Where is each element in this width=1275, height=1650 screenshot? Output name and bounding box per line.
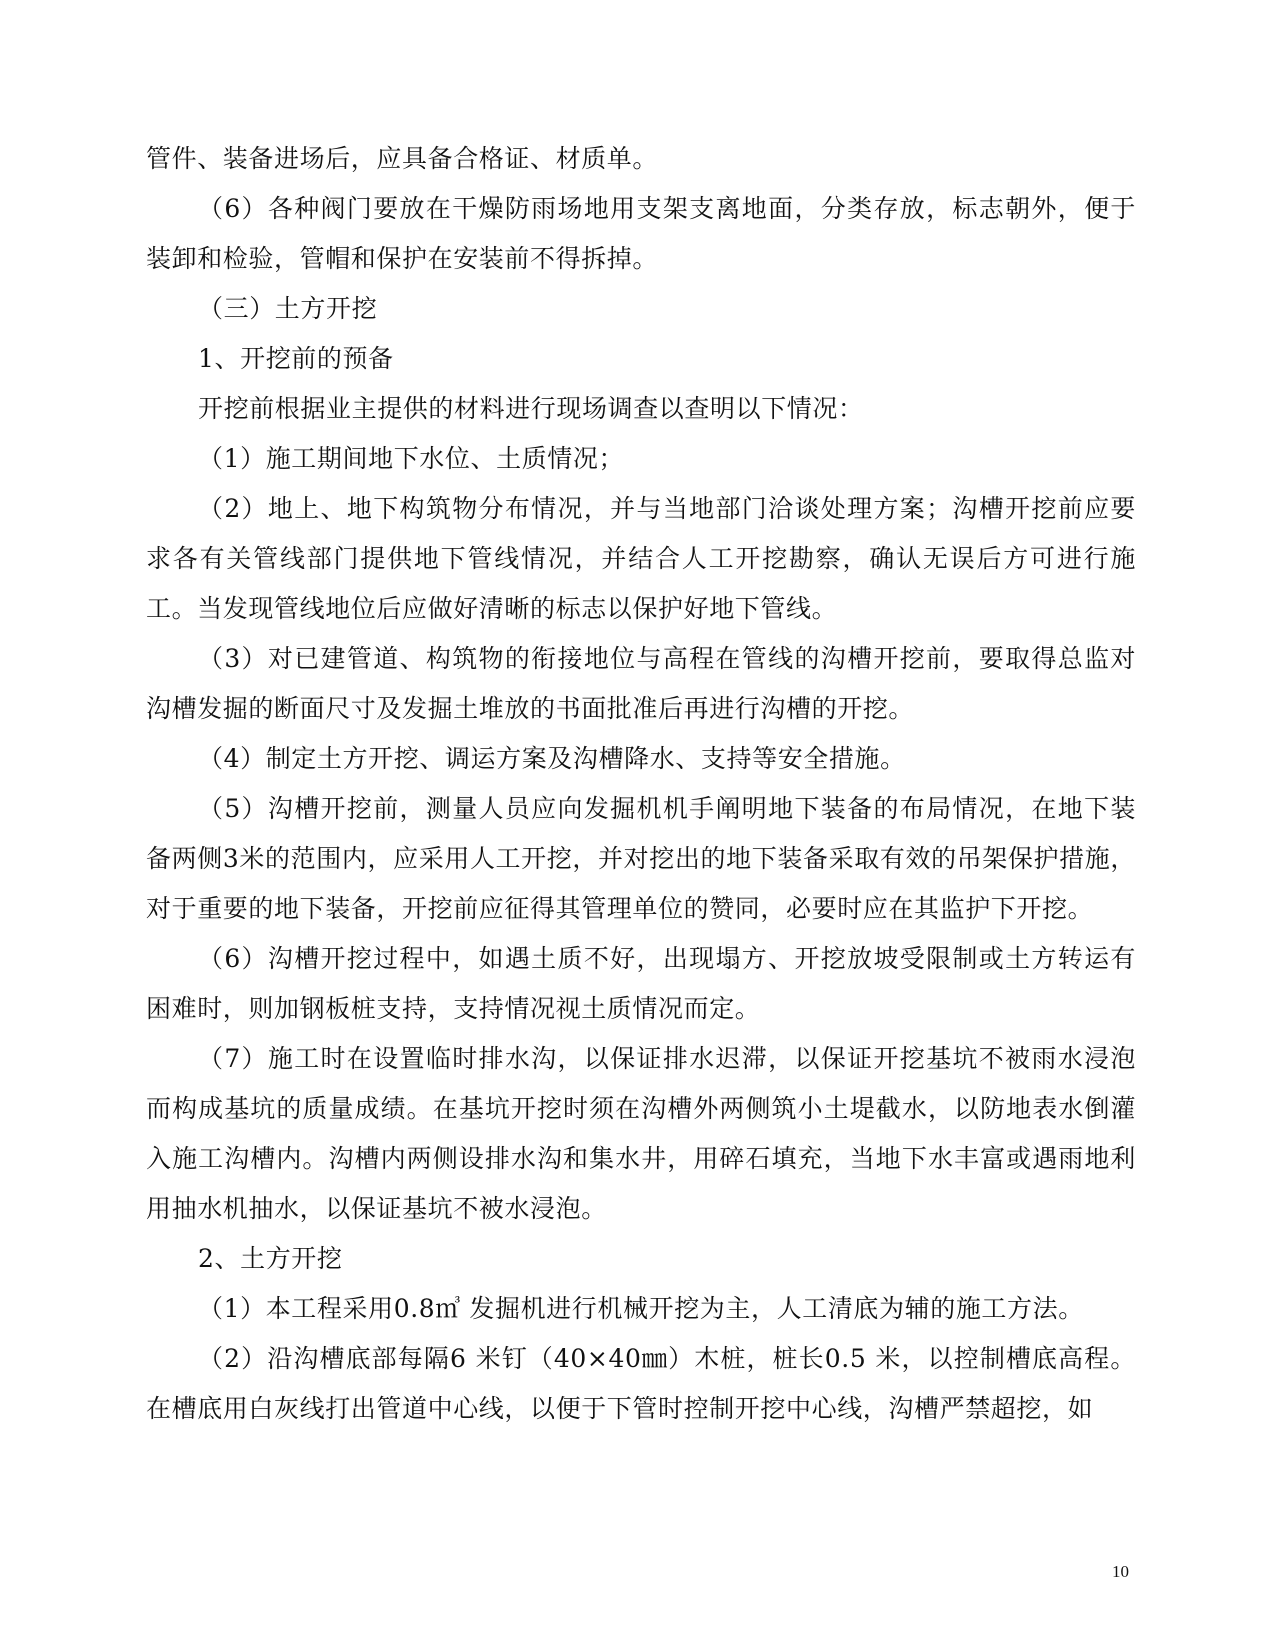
- paragraph-fittings-certificate: 管件、装备进场后，应具备合格证、材质单。: [146, 144, 659, 173]
- list-item-existing-pipes: （3）对已建管道、构筑物的衔接地位与高程在管线的沟槽开挖前，要取得总监对沟槽发掘的断面尺寸及发掘土堆放的书面批准后再进行沟槽的开挖。: [146, 644, 1136, 723]
- page-number: 10: [1112, 1562, 1129, 1581]
- body-text: [146, 134, 1136, 1434]
- list-item-stakes: （2）沿沟槽底部每隔6 米钉（40×40㎜）木桩，桩长0.5 米，以控制槽底高程。在槽底用白灰线打出管道中心线，以便于下管时控制开挖中心线，沟槽严禁超挖，如: [146, 1344, 1136, 1423]
- subsection-heading-excavation: 2、土方开挖: [198, 1244, 343, 1273]
- list-item-safety-plan: （4）制定土方开挖、调运方案及沟槽降水、支持等安全措施。: [198, 744, 906, 773]
- paragraph-site-survey: 开挖前根据业主提供的材料进行现场调查以查明以下情况：: [198, 394, 864, 423]
- subsection-heading-preparation: 1、开挖前的预备: [198, 344, 394, 373]
- list-item-groundwater: （1）施工期间地下水位、土质情况；: [198, 444, 625, 473]
- list-item-underground-equipment: （5）沟槽开挖前，测量人员应向发掘机机手阐明地下装备的布局情况，在地下装备两侧3米的范围内，应采用人工开挖，并对挖出的地下装备采取有效的吊架保护措施，对于重要的地下装备，开挖前应征得其管理单位的赞同，必要时应在其监护下开挖。: [146, 794, 1136, 923]
- list-item-structures: （2）地上、地下构筑物分布情况，并与当地部门洽谈处理方案；沟槽开挖前应要求各有关管线部门提供地下管线情况，并结合人工开挖勘察，确认无误后方可进行施工。当发现管线地位后应做好清晰的标志以保护好地下管线。: [146, 494, 1136, 623]
- list-item-drainage: （7）施工时在设置临时排水沟，以保证排水迟滞，以保证开挖基坑不被雨水浸泡而构成基坑的质量成绩。在基坑开挖时须在沟槽外两侧筑小土堤截水，以防地表水倒灌入施工沟槽内。沟槽内两侧设排水沟和集水井，用碎石填充，当地下水丰富或遇雨地利用抽水机抽水，以保证基坑不被水浸泡。: [146, 1044, 1136, 1223]
- list-item-excavator: （1）本工程采用0.8㎥ 发掘机进行机械开挖为主，人工清底为辅的施工方法。: [198, 1294, 1084, 1323]
- list-item-sheet-piles: （6）沟槽开挖过程中，如遇土质不好，出现塌方、开挖放坡受限制或土方转运有困难时，则加钢板桩支持，支持情况视土质情况而定。: [146, 944, 1136, 1023]
- paragraph-valve-storage: （6）各种阀门要放在干燥防雨场地用支架支离地面，分类存放，标志朝外，便于装卸和检验，管帽和保护在安装前不得拆掉。: [146, 194, 1136, 273]
- section-heading-earthwork: （三）土方开挖: [198, 294, 378, 323]
